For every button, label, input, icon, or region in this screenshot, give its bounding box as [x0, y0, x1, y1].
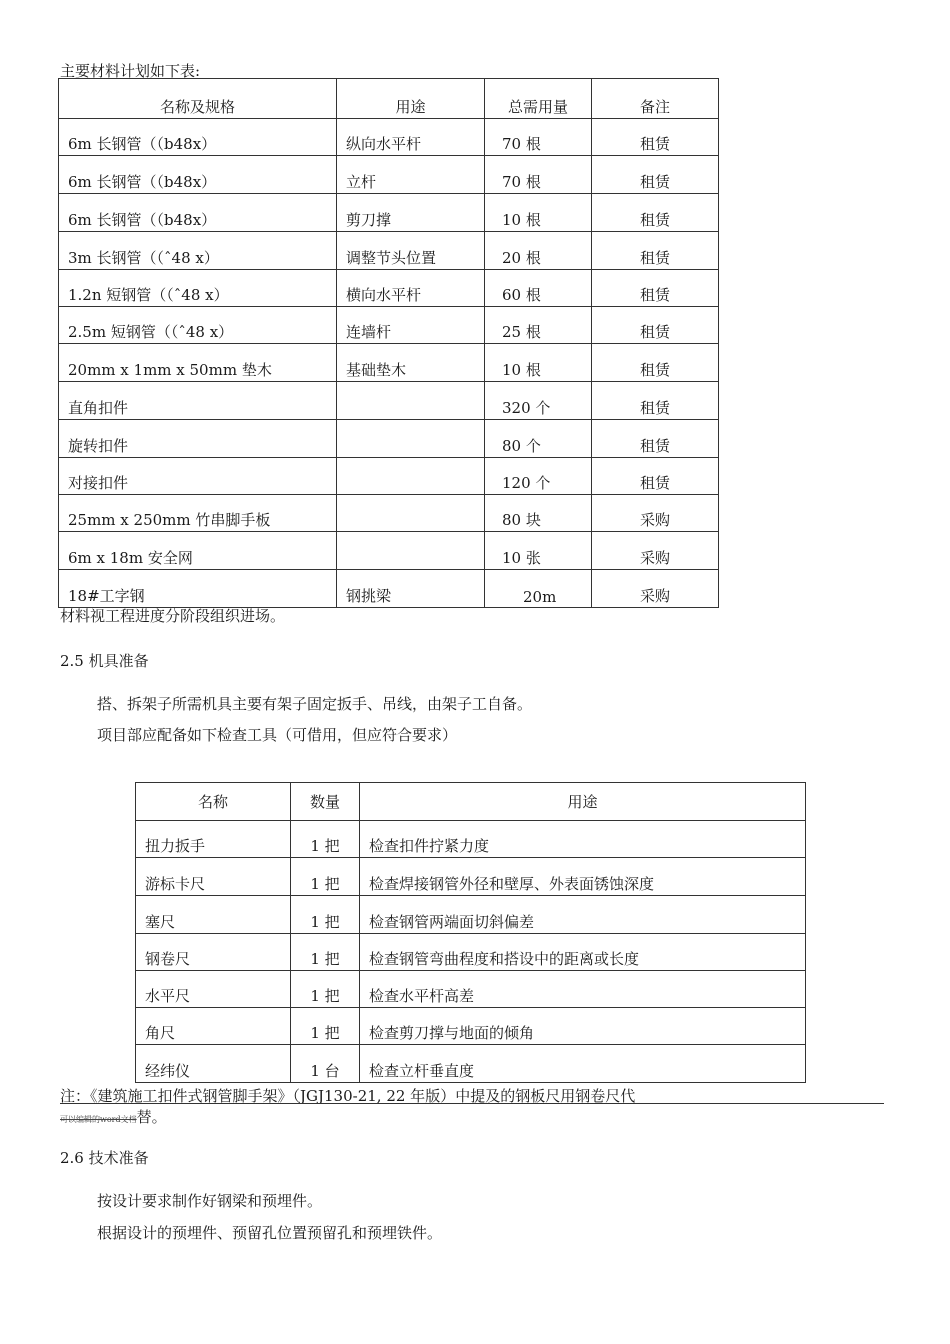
section-heading-2-5: 2.5 机具准备 [60, 652, 149, 670]
materials-cell-qty: 20m [485, 570, 592, 608]
tools-row [136, 858, 806, 896]
materials-cell-qty: 70 根 [485, 119, 592, 156]
tools-cell-use: 检查钢管弯曲程度和搭设中的距离或长度 [360, 934, 806, 971]
materials-cell-name: 1.2n 短钢管（（ˆ48 x） [59, 270, 337, 307]
materials-cell-use: 调整节头位置 [337, 232, 485, 270]
materials-cell-use [337, 495, 485, 532]
materials-row [59, 119, 719, 156]
materials-cell-note: 租赁 [592, 344, 719, 382]
tools-cell-qty: 1 把 [291, 896, 360, 934]
materials-header-cell: 备注 [592, 79, 719, 119]
materials-cell-name: 3m 长钢管（（ˆ48 x） [59, 232, 337, 270]
materials-row [59, 156, 719, 194]
materials-cell-name: 2.5m 短钢管（（ˆ48 x） [59, 307, 337, 344]
tools-cell-name: 钢卷尺 [136, 934, 291, 971]
tools-cell-use: 检查扣件拧紧力度 [360, 821, 806, 858]
materials-cell-qty: 25 根 [485, 307, 592, 344]
tools-table [135, 782, 806, 1083]
materials-cell-qty: 120 个 [485, 458, 592, 495]
tools-row [136, 971, 806, 1008]
materials-cell-note: 租赁 [592, 382, 719, 420]
note-text: 注：《建筑施工扣件式钢管脚手架》（JGJ130-21, 22 年版）中提及的钢板尺用钢卷尺代 [60, 1087, 636, 1105]
tools-cell-qty: 1 把 [291, 821, 360, 858]
tools-cell-qty: 1 把 [291, 971, 360, 1008]
materials-cell-qty: 80 个 [485, 420, 592, 458]
tools-cell-name: 扭力扳手 [136, 821, 291, 858]
materials-cell-qty: 320 个 [485, 382, 592, 420]
materials-cell-name: 25mm x 250mm 竹串脚手板 [59, 495, 337, 532]
tools-cell-use: 检查剪刀撑与地面的倾角 [360, 1008, 806, 1045]
materials-cell-note: 租赁 [592, 119, 719, 156]
note-divider [60, 1103, 884, 1104]
paragraph-embedded-parts: 根据设计的预埋件、预留孔位置预留孔和预埋铁件。 [97, 1224, 443, 1242]
materials-header-cell: 用途 [337, 79, 485, 119]
materials-row [59, 458, 719, 495]
materials-cell-use: 基础垫木 [337, 344, 485, 382]
materials-cell-use [337, 458, 485, 495]
materials-cell-use: 连墙杆 [337, 307, 485, 344]
tools-cell-name: 游标卡尺 [136, 858, 291, 896]
tools-row [136, 1045, 806, 1083]
materials-cell-name: 对接扣件 [59, 458, 337, 495]
materials-cell-name: 6m 长钢管（（b48x） [59, 119, 337, 156]
materials-followup: 材料视工程进度分阶段组织进场。 [60, 607, 286, 625]
materials-cell-use [337, 420, 485, 458]
materials-cell-use: 剪刀撑 [337, 194, 485, 232]
materials-row [59, 307, 719, 344]
tools-row [136, 1008, 806, 1045]
tools-cell-use: 检查焊接钢管外径和壁厚、外表面锈蚀深度 [360, 858, 806, 896]
materials-cell-qty: 10 根 [485, 344, 592, 382]
tools-cell-name: 水平尺 [136, 971, 291, 1008]
materials-cell-note: 租赁 [592, 270, 719, 307]
materials-header-row [59, 79, 719, 119]
materials-header-cell: 总需用量 [485, 79, 592, 119]
note-continuation [60, 1106, 167, 1127]
tools-cell-use: 检查钢管两端面切斜偏差 [360, 896, 806, 934]
materials-row [59, 270, 719, 307]
tools-cell-qty: 1 把 [291, 858, 360, 896]
materials-cell-name: 6m 长钢管（（b48x） [59, 194, 337, 232]
materials-cell-name: 18#工字钢 [59, 570, 337, 608]
materials-row [59, 194, 719, 232]
paragraph-steel-beams: 按设计要求制作好钢梁和预埋件。 [97, 1192, 323, 1210]
materials-row [59, 495, 719, 532]
materials-cell-name: 6m x 18m 安全网 [59, 532, 337, 570]
materials-row [59, 570, 719, 608]
materials-row [59, 382, 719, 420]
tools-header-cell: 名称 [136, 783, 291, 821]
materials-cell-note: 租赁 [592, 458, 719, 495]
materials-cell-qty: 60 根 [485, 270, 592, 307]
materials-cell-note: 租赁 [592, 420, 719, 458]
note-end-text: 替。 [136, 1108, 167, 1126]
materials-cell-name: 20mm x 1mm x 50mm 垫木 [59, 344, 337, 382]
materials-cell-name: 旋转扣件 [59, 420, 337, 458]
tools-row [136, 821, 806, 858]
materials-cell-use: 钢挑梁 [337, 570, 485, 608]
materials-cell-use [337, 532, 485, 570]
tools-cell-use: 检查立杆垂直度 [360, 1045, 806, 1083]
materials-cell-qty: 10 张 [485, 532, 592, 570]
tools-cell-qty: 1 把 [291, 1008, 360, 1045]
materials-cell-note: 采购 [592, 495, 719, 532]
tools-header-cell: 数量 [291, 783, 360, 821]
materials-cell-use: 纵向水平杆 [337, 119, 485, 156]
tools-header-cell: 用途 [360, 783, 806, 821]
tools-cell-use: 检查水平杆高差 [360, 971, 806, 1008]
materials-cell-note: 租赁 [592, 156, 719, 194]
materials-row [59, 344, 719, 382]
materials-cell-name: 6m 长钢管（（b48x） [59, 156, 337, 194]
materials-cell-use [337, 382, 485, 420]
materials-cell-note: 采购 [592, 570, 719, 608]
materials-cell-note: 租赁 [592, 307, 719, 344]
paragraph-tools-self: 搭、拆架子所需机具主要有架子固定扳手、吊线，由架子工自备。 [97, 695, 533, 713]
materials-cell-qty: 70 根 [485, 156, 592, 194]
section-heading-2-6: 2.6 技术准备 [60, 1149, 149, 1167]
tools-cell-qty: 1 把 [291, 934, 360, 971]
watermark-text: 可以编辑的word文档 [60, 1115, 137, 1124]
tools-row [136, 896, 806, 934]
intro-text: 主要材料计划如下表: [60, 62, 201, 80]
materials-row [59, 232, 719, 270]
materials-cell-note: 租赁 [592, 194, 719, 232]
tools-cell-qty: 1 台 [291, 1045, 360, 1083]
materials-cell-note: 采购 [592, 532, 719, 570]
materials-table [58, 78, 719, 608]
tools-header-row [136, 783, 806, 821]
paragraph-tools-project: 项目部应配备如下检查工具（可借用，但应符合要求） [97, 726, 458, 744]
tools-row [136, 934, 806, 971]
materials-row [59, 420, 719, 458]
materials-header-cell: 名称及规格 [59, 79, 337, 119]
materials-cell-note: 租赁 [592, 232, 719, 270]
materials-cell-qty: 20 根 [485, 232, 592, 270]
tools-cell-name: 塞尺 [136, 896, 291, 934]
materials-cell-qty: 80 块 [485, 495, 592, 532]
tools-cell-name: 经纬仪 [136, 1045, 291, 1083]
materials-row [59, 532, 719, 570]
materials-cell-qty: 10 根 [485, 194, 592, 232]
materials-cell-use: 立杆 [337, 156, 485, 194]
materials-cell-name: 直角扣件 [59, 382, 337, 420]
tools-cell-name: 角尺 [136, 1008, 291, 1045]
materials-cell-use: 横向水平杆 [337, 270, 485, 307]
